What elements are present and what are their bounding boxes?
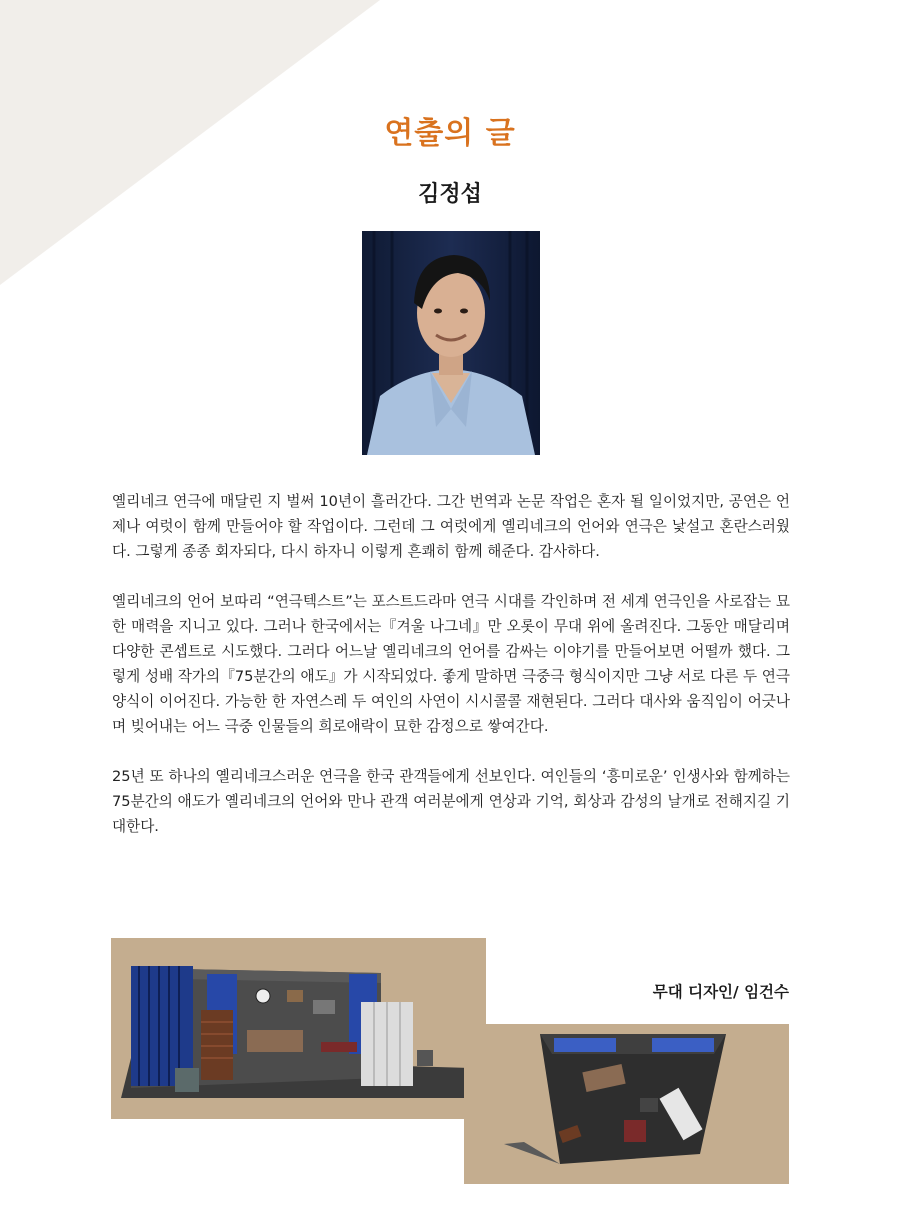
director-portrait — [362, 231, 540, 455]
stage-perspective-image — [111, 938, 486, 1119]
note-paragraph-3: 25년 또 하나의 옐리네크스러운 연극을 한국 관객들에게 선보인다. 여인들의 ‘흥미로운’ 인생사와 함께하는 75분간의 애도가 옐리네크의 언어와 만나 관객 여러분에게 연상과 기억, 회상과 감성의 날개로 전해지길 기대한다. — [112, 768, 790, 835]
stage-design-perspective-render — [111, 938, 486, 1119]
stage-designer-credit: 무대 디자인/ 임건수 — [652, 983, 789, 1001]
note-paragraph-1: 옐리네크 연극에 매달린 지 벌써 10년이 흘러간다. 그간 번역과 논문 작업은 혼자 될 일이었지만, 공연은 언제나 여럿이 함께 만들어야 할 작업이다. 그런데 그 여럿에게 옐리네크의 언어와 연극은 낯설고 혼란스러웠다. 그렇게 종종 회자되다, 다시 하자니 이렇게 흔쾌히 함께 해준다. 감사하다. — [112, 493, 790, 560]
director-note-body — [112, 489, 790, 864]
stage-design-top-view-render — [464, 1024, 789, 1184]
page-title: 연출의 글 — [384, 116, 516, 151]
portrait-image — [362, 231, 540, 455]
stage-top-view-image — [464, 1024, 789, 1184]
note-paragraph-2: 옐리네크의 언어 보따리 “연극텍스트”는 포스트드라마 연극 시대를 각인하며 전 세계 연극인을 사로잡는 묘한 매력을 지니고 있다. 그러나 한국에서는『겨울 나그네』만 오롯이 무대 위에 올려진다. 그동안 매달리며 다양한 콘셉트로 시도했다. 그러다 어느날 옐리네크의 언어를 감싸는 이야기를 만들어보면 어떨까 했다. 그렇게 성배 작가의『75분간의 애도』가 시작되었다. 좋게 말하면 극중극 형식이지만 그냥 서로 다른 두 연극 양식이 이어진다. 가능한 한 자연스레 두 여인의 사연이 시시콜콜 재현된다. 그러다 대사와 움직임이 어긋나며 빚어내는 어느 극중 인물들의 희로애락이 묘한 감정으로 쌓여간다. — [112, 593, 790, 735]
author-name: 김정섭 — [418, 182, 482, 207]
